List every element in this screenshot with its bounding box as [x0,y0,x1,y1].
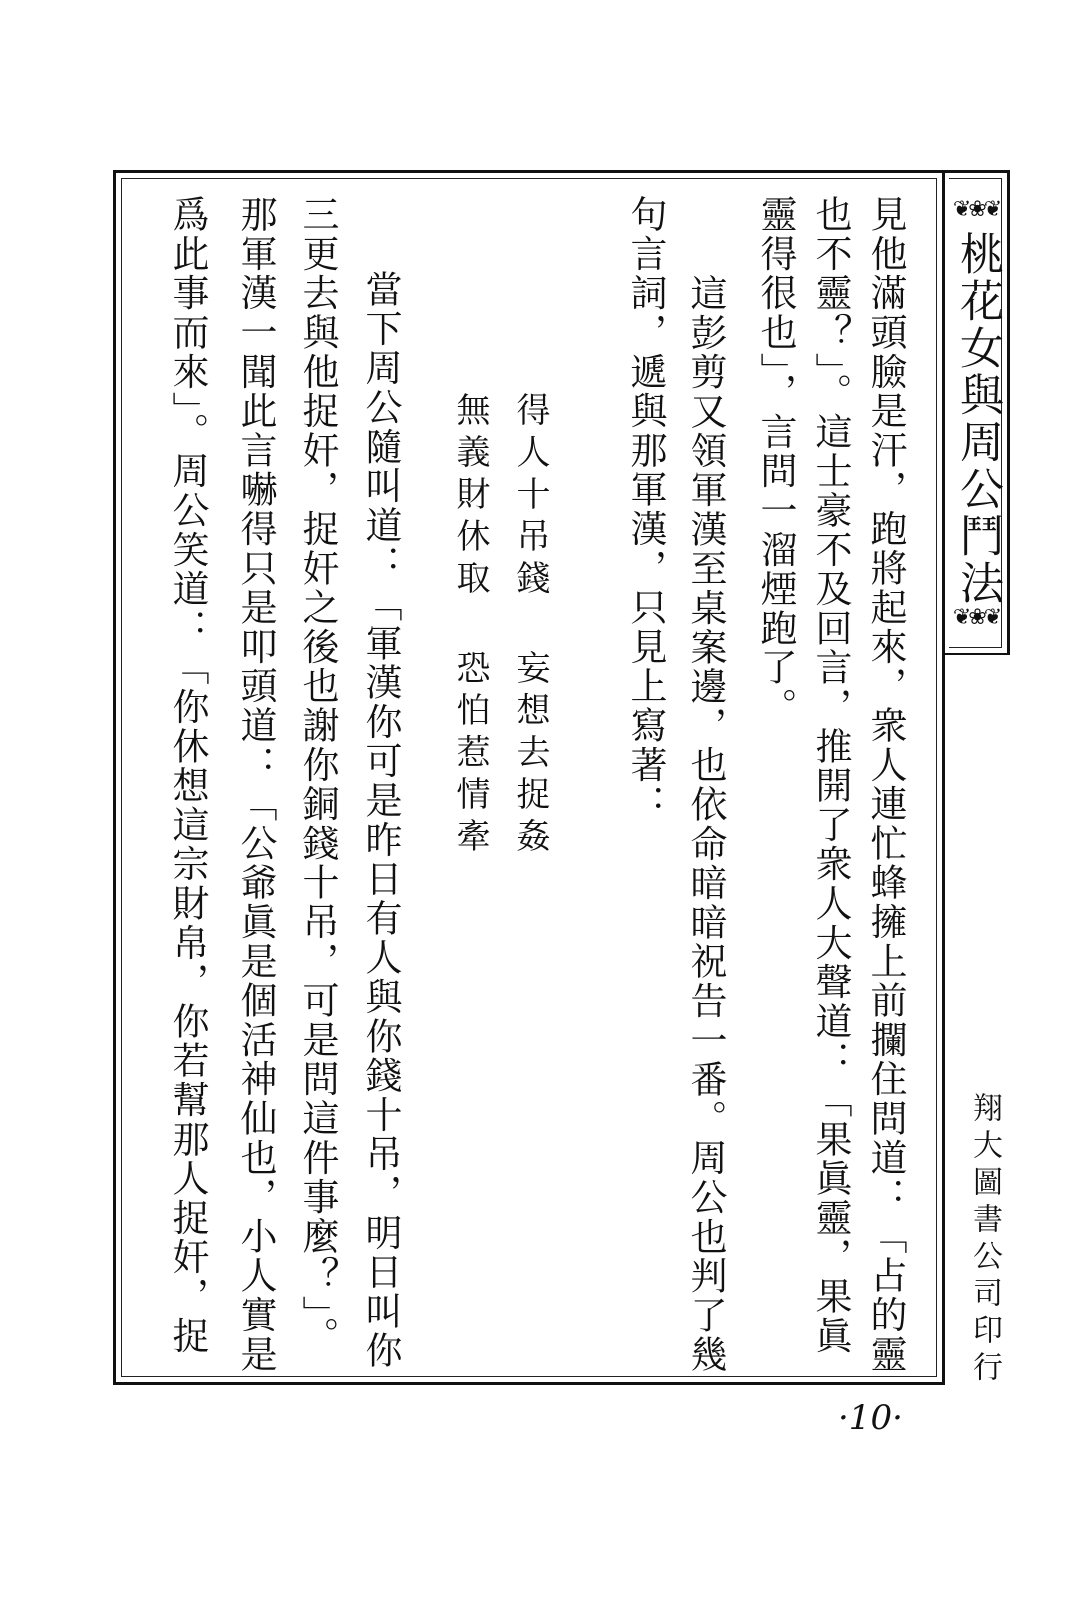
text-column-8: 那軍漢一聞此言嚇得只是叩頭道：「公爺眞是個活神仙也，小人實是 [234,195,277,1374]
text-column-3: 靈得很也」，言問一溜煙跑了。 [754,195,797,727]
poem-line-2-second-half: 恐怕惹情牽 [450,650,490,860]
poem-line-1-second-half: 妄想去捉姦 [510,650,550,860]
text-column-2: 也不靈？」。這士豪不及回言，推開了衆人大聲道：「果眞靈，果眞 [809,195,852,1356]
page-number: ·10· [838,1398,903,1438]
poem-line-2-first-half: 無義財休取 [450,392,490,602]
text-column-7: 三更去與他捉奸，捉奸之後也謝你銅錢十吊，可是問這件事麼？」。 [296,195,339,1356]
text-column-4: 這彭剪又領軍漢至桌案邊，也依命暗暗祝告一番。周公也判了幾 [684,274,727,1375]
publisher-imprint: 翔大圖書公司印行 [967,1092,1002,1388]
book-title: 桃花女與周公鬥法 [952,231,1003,607]
poem-line-1-first-half: 得人十吊錢 [510,392,550,602]
text-column-5: 句言詞，遞與那軍漢，只見上寫著： [624,195,667,824]
floral-ornament-top-icon [945,195,1007,225]
text-column-1: 見他滿頭臉是汗，跑將起來，衆人連忙蜂擁上前攔住問道：「占的靈 [864,195,907,1374]
running-title-box [945,170,1010,655]
floral-ornament-bottom-icon [945,603,1007,633]
text-column-9: 爲此事而來」。周公笑道：「你休想這宗財帛，你若幫那人捉奸，捉 [166,195,209,1356]
text-column-6: 當下周公隨叫道：「軍漢你可是昨日有人與你錢十吊，明日叫你 [359,270,402,1371]
